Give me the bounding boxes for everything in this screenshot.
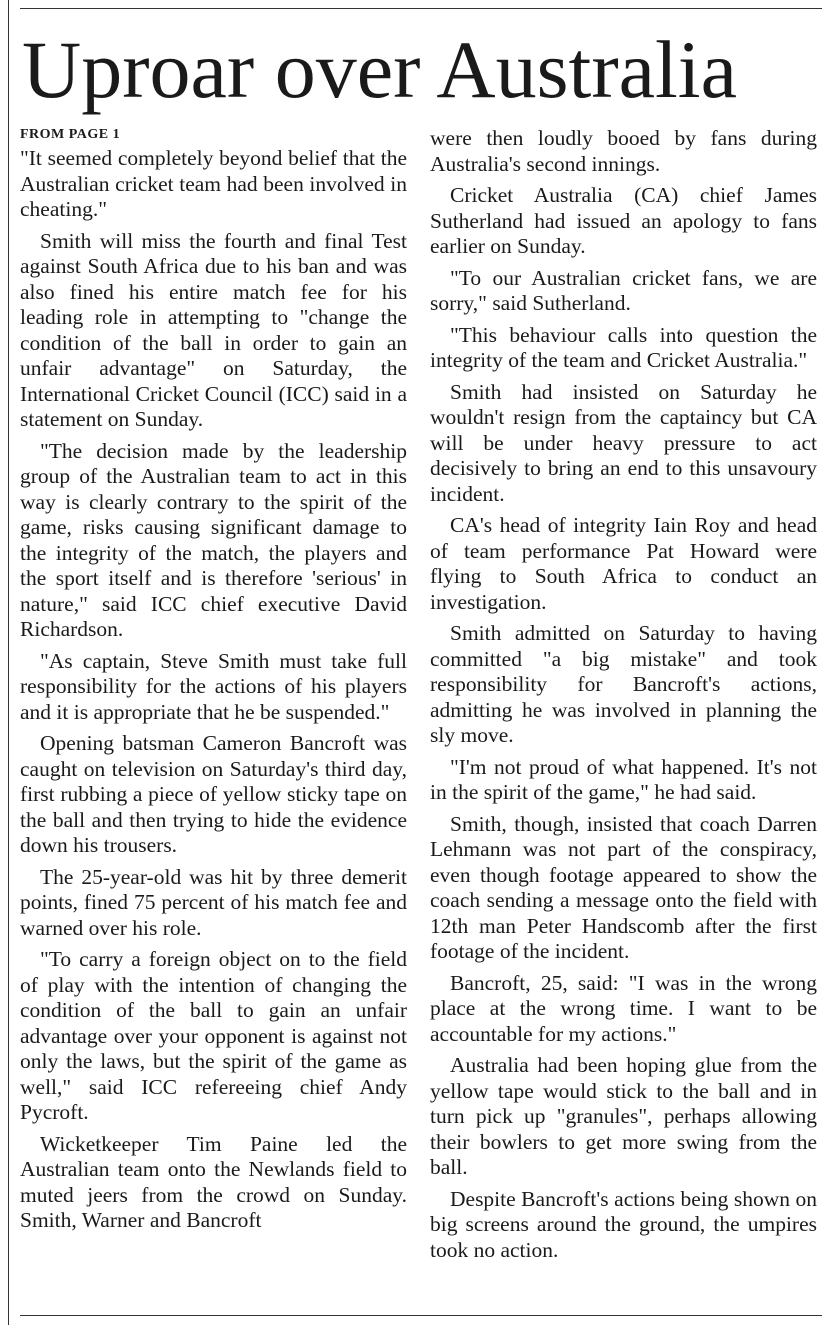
article-paragraph: Wicketkeeper Tim Paine led the Australian team onto the Newlands field to muted jeers from the crowd on Sunday. Smith, Warner and Bancroft <box>20 1131 407 1232</box>
article-paragraph: The 25-year-old was hit by three demerit points, fined 75 percent of his match fee and warned over his role. <box>20 864 407 940</box>
article-paragraph: Cricket Australia (CA) chief James Sutherland had issued an apology to fans earlier on Sunday. <box>430 183 817 258</box>
article-paragraph: Despite Bancroft's actions being shown on big screens around the ground, the umpires took no action. <box>430 1186 817 1262</box>
article-paragraph: "I'm not proud of what happened. It's not in the spirit of the game," he had said. <box>430 754 817 804</box>
article-column-right <box>430 126 817 1269</box>
kicker: FROM PAGE 1 <box>20 127 121 142</box>
article-paragraph: "The decision made by the leadership group of the Australian team to act in this way is clearly contrary to the spirit of the game, risks causing significant damage to the integrity of the match, the players and the sport itself and is therefore 'serious' in nature," said ICC chief executive David Richardson. <box>20 438 407 641</box>
article-paragraph: "This behaviour calls into question the integrity of the team and Cricket Australia." <box>430 322 817 372</box>
article-paragraph: "It seemed completely beyond belief that the Australian cricket team had been involved in cheating." <box>20 146 407 221</box>
article-paragraph: CA's head of integrity Iain Roy and head of team performance Pat Howard were flying to South Africa to conduct an investigation. <box>430 513 817 614</box>
article-column-left <box>20 126 407 1240</box>
article-paragraph: "To our Australian cricket fans, we are sorry," said Sutherland. <box>430 265 817 315</box>
article-paragraph: Smith admitted on Saturday to having committed "a big mistake" and took responsibility for Bancroft's actions, admitting he was involved in planning the sly move. <box>430 621 817 747</box>
article-paragraph: Australia had been hoping glue from the yellow tape would stick to the ball and in turn pick up "granules", perhaps allowing their bowlers to get more swing from the ball. <box>430 1053 817 1179</box>
article-paragraph: Smith, though, insisted that coach Darren Lehmann was not part of the conspiracy, even though footage appeared to show the coach sending a message onto the field with 12th man Peter Handscomb after the first footage of the incident. <box>430 811 817 963</box>
article-paragraph: "To carry a foreign object on to the field of play with the intention of changing the condition of the ball to gain an unfair advantage over your opponent is against not only the laws, but the spirit of the game as well," said ICC refereeing chief Andy Pycroft. <box>20 947 407 1124</box>
article-paragraph: "As captain, Steve Smith must take full responsibility for the actions of his players and it is appropriate that he be suspended." <box>20 648 407 724</box>
article-paragraph: Smith had insisted on Saturday he wouldn't resign from the captaincy but CA will be under heavy pressure to act decisively to bring an end to this unsavoury incident. <box>430 379 817 506</box>
headline: Uproar over Australia <box>22 24 737 115</box>
article-paragraph: were then loudly booed by fans during Australia's second innings. <box>430 126 817 176</box>
top-border-rule <box>20 8 822 9</box>
article-paragraph: Opening batsman Cameron Bancroft was caught on television on Saturday's third day, first rubbing a piece of yellow sticky tape on the ball and then trying to hide the evidence down his trousers. <box>20 731 407 857</box>
article-paragraph: Smith will miss the fourth and final Test against South Africa due to his ban and was also fined his entire match fee for his leading role in attempting to "change the condition of the ball in order to gain an unfair advantage" on Saturday, the International Cricket Council (ICC) said in a statement on Sunday. <box>20 228 407 431</box>
left-border-rule <box>8 0 9 1325</box>
article-paragraph: Bancroft, 25, said: "I was in the wrong place at the wrong time. I want to be accountable for my actions." <box>430 970 817 1046</box>
bottom-border-rule <box>20 1315 822 1316</box>
